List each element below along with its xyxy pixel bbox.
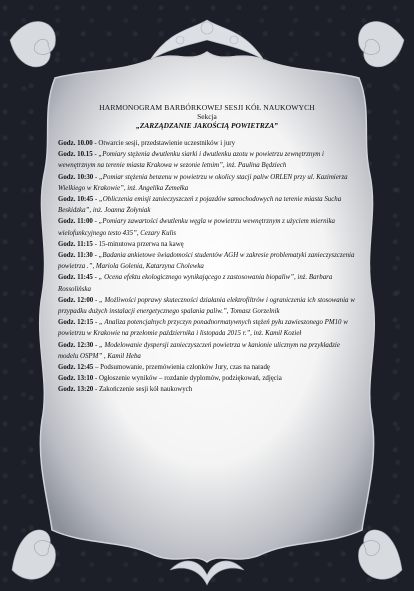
schedule-time: Godz. 11:45 bbox=[58, 274, 93, 282]
schedule-item bbox=[58, 317, 356, 339]
schedule-time: Godz. 10.15 bbox=[58, 151, 93, 159]
schedule-text: - Zakończenie sesji kół naukowych bbox=[93, 386, 193, 394]
schedule-text: - Ogłoszenie wyników – rozdanie dyplomów, podziękowań, zdjęcia bbox=[93, 375, 282, 383]
schedule-text: - „ Analiza potencjalnych przyczyn ponadnormatywnych stężeń pyłu zawieszonego PM10 w powietrzu w Krakowie na przełomie października i listopada 2015 r.”, inż. Kamil Kozieł bbox=[58, 319, 348, 338]
schedule-item bbox=[58, 384, 356, 395]
schedule-time: Godz. 10.00 bbox=[58, 140, 93, 147]
schedule-text: - „ Ocena efektu ekologicznego wynikającego z zastosowania biopaliw”, inż. Barbara Rossolińska bbox=[58, 274, 333, 293]
schedule-item bbox=[58, 295, 356, 317]
schedule-time: Godz. 11:15 bbox=[58, 240, 93, 248]
schedule-item bbox=[58, 239, 356, 250]
schedule-text: - „ Modelowanie dyspersji zanieczyszczeń powietrza w kanionie ulicznym na przykładzie modelu OSPM” , Kamil Heba bbox=[58, 341, 340, 360]
schedule-time: Godz. 11:30 bbox=[58, 252, 93, 260]
schedule-time: Godz. 12:30 bbox=[58, 341, 94, 349]
schedule-time: Godz. 12:45 bbox=[58, 364, 94, 372]
schedule-document bbox=[58, 103, 356, 396]
schedule-text: - 15-minutowa przerwa na kawę bbox=[92, 240, 184, 248]
schedule-text: - „ Możliwości poprawy skuteczności działania elektrofiltrów i ograniczenia ich stosowania w przypadku dużych instalacji energetycznego spalania paliw.”, Tomasz Gorzelnik bbox=[58, 296, 355, 316]
schedule-text: - „Obliczenia emisji zanieczyszczeń z pojazdów samochodowych na terenie miasta Sucha Beskidzka”, inż. Joanna Żołyniak bbox=[58, 196, 342, 215]
schedule-time: Godz. 10:45 bbox=[58, 196, 94, 204]
section-title: „ZARZĄDZANIE JAKOŚCIĄ POWIETRZA” bbox=[136, 121, 278, 130]
schedule-text: - „Badania ankietowe świadomości studentów AGH w zakresie problematyki zanieczyszczenia powietrza .”, Mariola Golenia, Katarzyna Cholewka bbox=[58, 252, 355, 271]
schedule-item bbox=[58, 340, 356, 362]
schedule-time: Godz. 13:20 bbox=[58, 386, 94, 394]
schedule-time: Godz. 12:15 bbox=[58, 319, 94, 327]
schedule-text: - „Pomiar stężenia benzenu w powietrzu w okolicy stacji paliw ORLEN przy ul. Kazimierza Wielkiego w Krakowie”, inż. Angelika Zemełka bbox=[58, 173, 348, 192]
schedule-time: Godz. 13:10 bbox=[58, 375, 94, 383]
schedule-item bbox=[58, 373, 356, 384]
schedule-item bbox=[58, 172, 356, 194]
schedule-time: Godz. 10:30 bbox=[58, 173, 94, 181]
document-subtitle: Sekcja bbox=[197, 112, 217, 121]
schedule-time: Godz. 12:00 bbox=[58, 296, 94, 304]
schedule-item bbox=[58, 138, 356, 149]
schedule-item bbox=[58, 250, 356, 272]
schedule-item bbox=[58, 272, 356, 294]
schedule-text: - Otwarcie sesji, przedstawienie uczestników i jury bbox=[92, 140, 236, 147]
schedule-text: - „Pomiary stężenia dwutlenku siarki i dwutlenku azotu w powietrzu zewnętrznym i wewnętrznym na terenie miasta Krakowa w sezonie letnim”, inż. Paulina Będziech bbox=[58, 151, 324, 170]
schedule-item bbox=[58, 362, 356, 373]
document-title: HARMONOGRAM BARBÓRKOWEJ SESJI KÓŁ NAUKOWYCH bbox=[99, 103, 315, 112]
schedule-time: Godz. 11:00 bbox=[58, 218, 93, 226]
schedule-item bbox=[58, 194, 356, 216]
schedule-text: - „Pomiary zawartości dwutlenku węgla w powietrzu wewnętrznym z użyciem miernika wielofunkcyjnego testo 435”, Cezary Kulis bbox=[58, 218, 335, 237]
schedule-text: – Podsumowanie, przemówienia członków Jury, czas na naradę bbox=[93, 364, 270, 372]
schedule-item bbox=[58, 216, 356, 238]
schedule-item bbox=[58, 149, 356, 171]
schedule-list bbox=[58, 138, 356, 396]
